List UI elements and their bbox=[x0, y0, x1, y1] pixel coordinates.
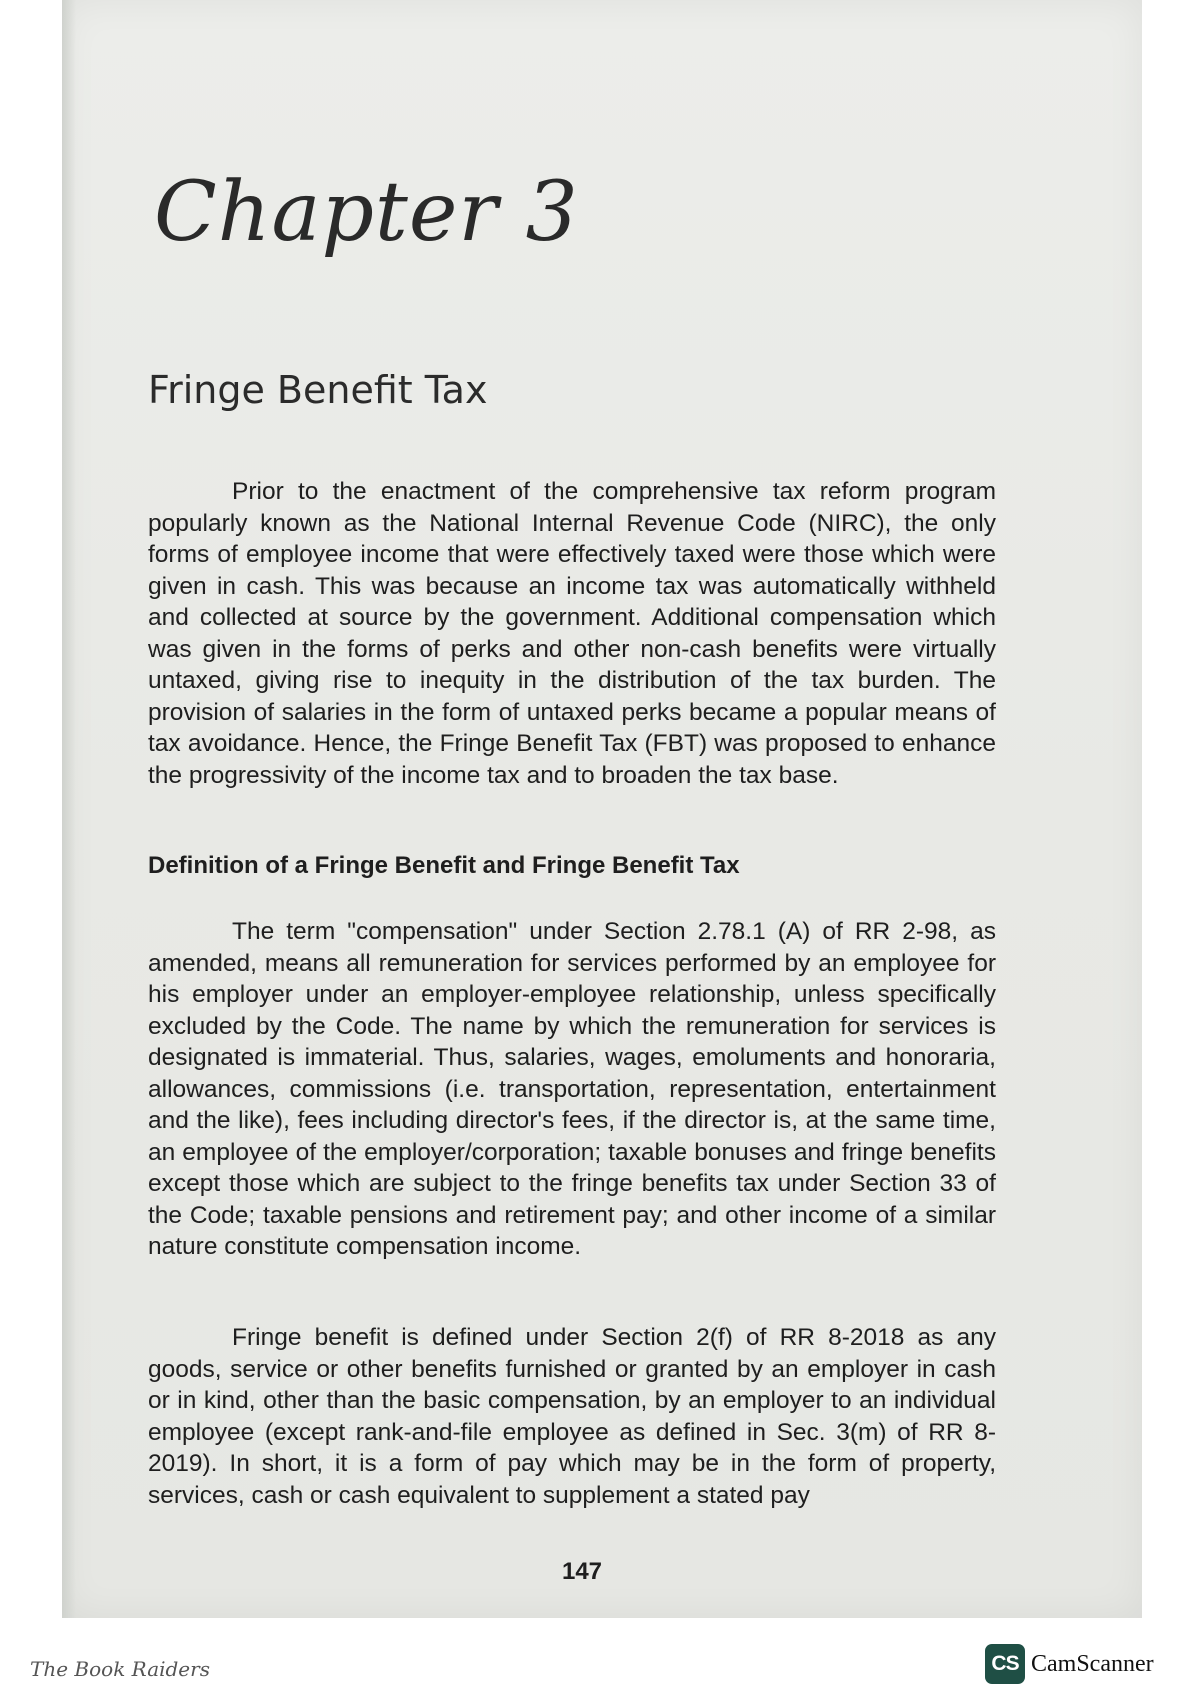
camscanner-logo-icon: CS bbox=[985, 1644, 1025, 1684]
watermark-text: The Book Raiders bbox=[30, 1657, 210, 1681]
scanned-page bbox=[62, 0, 1142, 1618]
camscanner-label: CamScanner bbox=[1031, 1650, 1154, 1677]
page-number: 147 bbox=[561, 1558, 603, 1585]
paragraph-compensation: The term "compensation" under Section 2.78.1 (A) of RR 2-98, as amended, means all remuneration for services performed by an employee for his employer under an employer-employee relationship, unless specifically excluded by the Code. The name by which the remuneration for services is designated is immaterial. Thus, salaries, wages, emoluments and honoraria, allowances, commissions (i.e. transportation, representation, entertainment and the like), fees including director's fees, if the director is, at the same time, an employee of the employer/corporation; taxable bonuses and fringe benefits except those which are subject to the fringe benefits tax under Section 33 of the Code; taxable pensions and retirement pay; and other income of a similar nature constitute compensation income. bbox=[148, 918, 996, 1260]
section-title: Fringe Benefit Tax bbox=[148, 368, 488, 412]
chapter-title: Chapter 3 bbox=[154, 165, 579, 260]
paragraph-fringe-benefit: Fringe benefit is defined under Section 2(f) of RR 8-2018 as any goods, service or other benefits furnished or granted by an employer in cash or in kind, other than the basic compensation, by an employer to an individual employee (except rank-and-file employee as defined in Sec. 3(m) of RR 8-2019). In short, it is a form of pay which may be in the form of property, services, cash or cash equivalent to supplement a stated pay bbox=[148, 1324, 996, 1509]
subheading-definition: Definition of a Fringe Benefit and Fringe Benefit Tax bbox=[148, 852, 740, 879]
camscanner-watermark bbox=[985, 1644, 1154, 1684]
paragraph-intro: Prior to the enactment of the comprehensive tax reform program popularly known as the National Internal Revenue Code (NIRC), the only forms of employee income that were effectively taxed were those which were given in cash. This was because an income tax was automatically withheld and collected at source by the government. Additional compensation which was given in the forms of perks and other non-cash benefits were virtually untaxed, giving rise to inequity in the distribution of the tax burden. The provision of salaries in the form of untaxed perks became a popular means of tax avoidance. Hence, the Fringe Benefit Tax (FBT) was proposed to enhance the progressivity of the income tax and to broaden the tax base. bbox=[148, 478, 996, 789]
